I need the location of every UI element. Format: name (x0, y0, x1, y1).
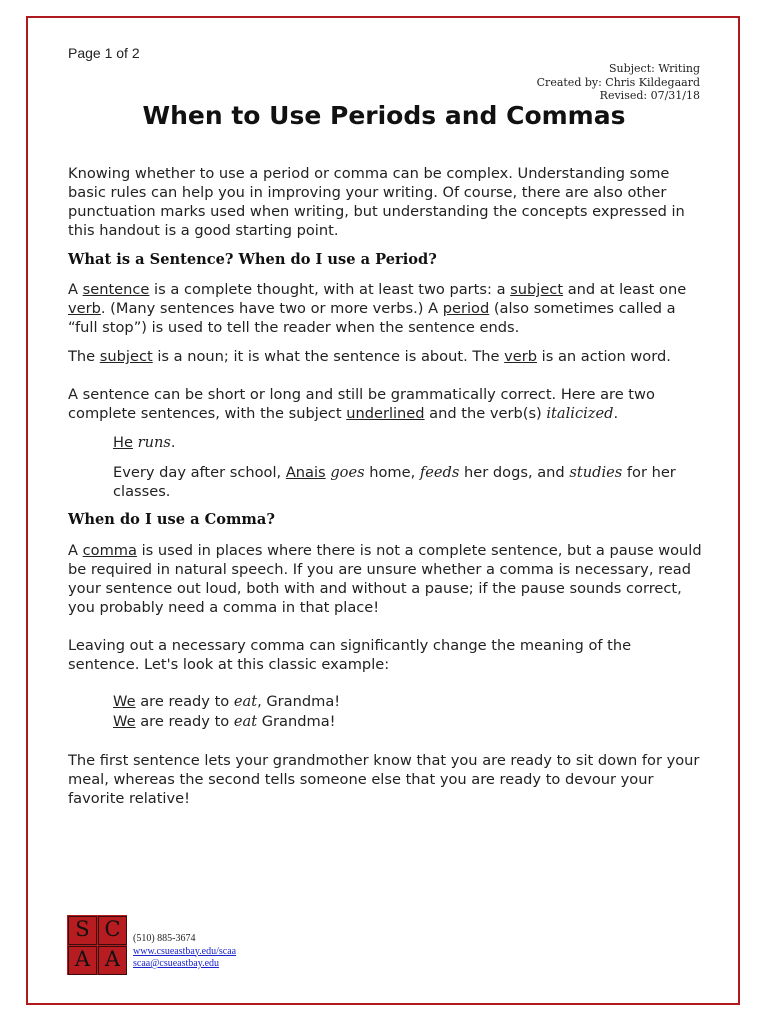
intro-paragraph: Knowing whether to use a period or comma can be complex. Understanding some basic rules can help you in improving your writing. Of course, there are also other punctuation marks used when writing, but understanding the concepts expressed in this handout is a good starting point. (68, 165, 685, 239)
sentence-definition-paragraph: A sentence is a complete thought, with at least two parts: a subject and at least one verb. (Many sentences have two or more verbs.) A period (also sometimes called a “full stop”) is used to tell the reader when the sentence ends. (68, 281, 687, 336)
footer-website-link[interactable]: www.csueastbay.edu/scaa (133, 945, 237, 957)
comma-example-intro: Leaving out a necessary comma can significantly change the meaning of the sentence. Let's look at this classic example: (68, 637, 632, 673)
section-heading-sentence: What is a Sentence? When do I use a Period? (68, 251, 437, 268)
meta-revised: Revised: 07/31/18 (599, 89, 700, 102)
comma-example-2: We are ready to eat Grandma! (113, 713, 336, 730)
document-meta (537, 62, 700, 103)
example-intro-paragraph: A sentence can be short or long and still be grammatically correct. Here are two complete sentences, with the subject underlined and the verb(s) italicized. (68, 386, 655, 422)
meta-subject: Subject: Writing (608, 62, 700, 75)
comma-definition-paragraph: A comma is used in places where there is not a complete sentence, but a pause would be required in natural speech. If you are unsure whether a comma is necessary, read your sentence out loud, both with and without a pause; if the pause sounds correct, you probably need a comma in that place! (68, 542, 702, 616)
footer-contact (133, 933, 236, 971)
example-sentence-2: Every day after school, Anais goes home, feeds her dogs, and studies for her classes. (113, 464, 676, 500)
logo-letter-a1: A (68, 946, 97, 975)
comma-example-1: We are ready to eat, Grandma! (113, 693, 341, 710)
section-heading-comma: When do I use a Comma? (68, 511, 275, 528)
logo-letter-s: S (68, 916, 97, 945)
logo-letter-a2: A (98, 946, 127, 975)
meta-created-by: Created by: Chris Kildegaard (536, 75, 700, 89)
logo-letter-c: C (98, 916, 127, 945)
subject-verb-paragraph: The subject is a noun; it is what the sentence is about. The verb is an action word. (68, 348, 671, 365)
footer-email-link[interactable]: scaa@csueastbay.edu (133, 958, 220, 969)
page-title: When to Use Periods and Commas (142, 101, 626, 130)
page-number: Page 1 of 2 (68, 45, 140, 61)
scaa-logo (67, 915, 127, 975)
comma-conclusion-paragraph: The first sentence lets your grandmother know that you are ready to sit down for your meal, whereas the second tells someone else that you are ready to devour your favorite relative! (68, 752, 700, 807)
example-sentence-1: He runs. (113, 434, 176, 451)
footer-phone: (510) 885-3674 (133, 933, 196, 944)
